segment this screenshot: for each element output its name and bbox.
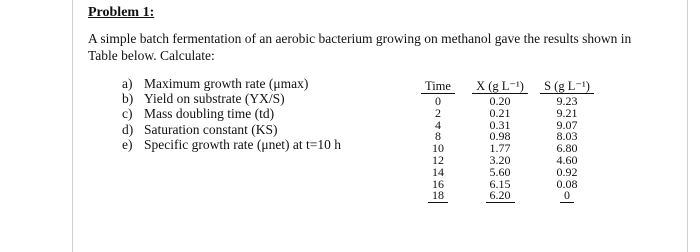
question-item [122, 106, 341, 121]
question-letter: a) [122, 76, 133, 91]
question-item [122, 76, 341, 91]
question-text: Specific growth rate (μnet) at t=10 h [144, 136, 342, 152]
substrate-cell: 8.03 [556, 129, 578, 144]
question-item [122, 91, 341, 106]
table-row [414, 190, 596, 203]
question-text: Yield on substrate (YX/S) [144, 91, 285, 107]
biomass-cell: 5.60 [489, 164, 511, 179]
problem-heading: Problem 1: [88, 5, 155, 20]
question-letter: c) [122, 106, 133, 122]
substrate-cell: 0.08 [556, 176, 578, 191]
question-letter: d) [122, 121, 134, 137]
problem-prompt: A simple batch fermentation of an aerobic bacterium growing on methanol gave the results shown in Table below. Calculate: [88, 31, 632, 63]
biomass-cell: 6.15 [489, 176, 511, 191]
time-cell: 8 [435, 129, 441, 144]
fermentation-data-table [414, 80, 596, 203]
substrate-cell: 9.23 [556, 94, 578, 108]
substrate-cell: 0.92 [556, 164, 578, 179]
time-cell: 14 [432, 164, 444, 179]
question-list [122, 76, 341, 152]
question-text: Mass doubling time (td) [144, 106, 275, 122]
question-letter: e) [122, 136, 133, 152]
biomass-cell: 0.20 [489, 94, 511, 108]
biomass-cell: 0.21 [489, 105, 511, 120]
substrate-cell: 6.80 [556, 141, 578, 156]
biomass-cell: 0.98 [489, 129, 511, 144]
time-cell: 0 [435, 94, 441, 108]
time-cell: 10 [432, 141, 444, 156]
substrate-cell: 0 [538, 190, 596, 203]
time-cell: 16 [432, 176, 444, 191]
question-item [122, 137, 341, 152]
time-cell: 2 [435, 105, 441, 120]
substrate-cell: 4.60 [556, 152, 578, 167]
biomass-cell: 3.20 [489, 152, 511, 167]
question-item [122, 122, 341, 137]
column-header-biomass: X (g L⁻¹) [462, 80, 538, 94]
table-header-row [414, 80, 596, 94]
time-cell: 18 [414, 190, 462, 203]
biomass-cell: 1.77 [489, 141, 511, 156]
question-text: Saturation constant (KS) [144, 121, 278, 137]
question-letter: b) [122, 91, 134, 107]
biomass-cell: 0.31 [489, 117, 511, 132]
column-header-time: Time [414, 80, 462, 94]
biomass-cell: 6.20 [462, 190, 538, 203]
question-text: Maximum growth rate (μmax) [144, 76, 309, 91]
substrate-cell: 9.21 [556, 105, 578, 120]
substrate-cell: 9.07 [556, 117, 578, 132]
column-header-substrate: S (g L⁻¹) [538, 80, 596, 94]
time-cell: 12 [432, 152, 444, 167]
time-cell: 4 [435, 117, 441, 132]
